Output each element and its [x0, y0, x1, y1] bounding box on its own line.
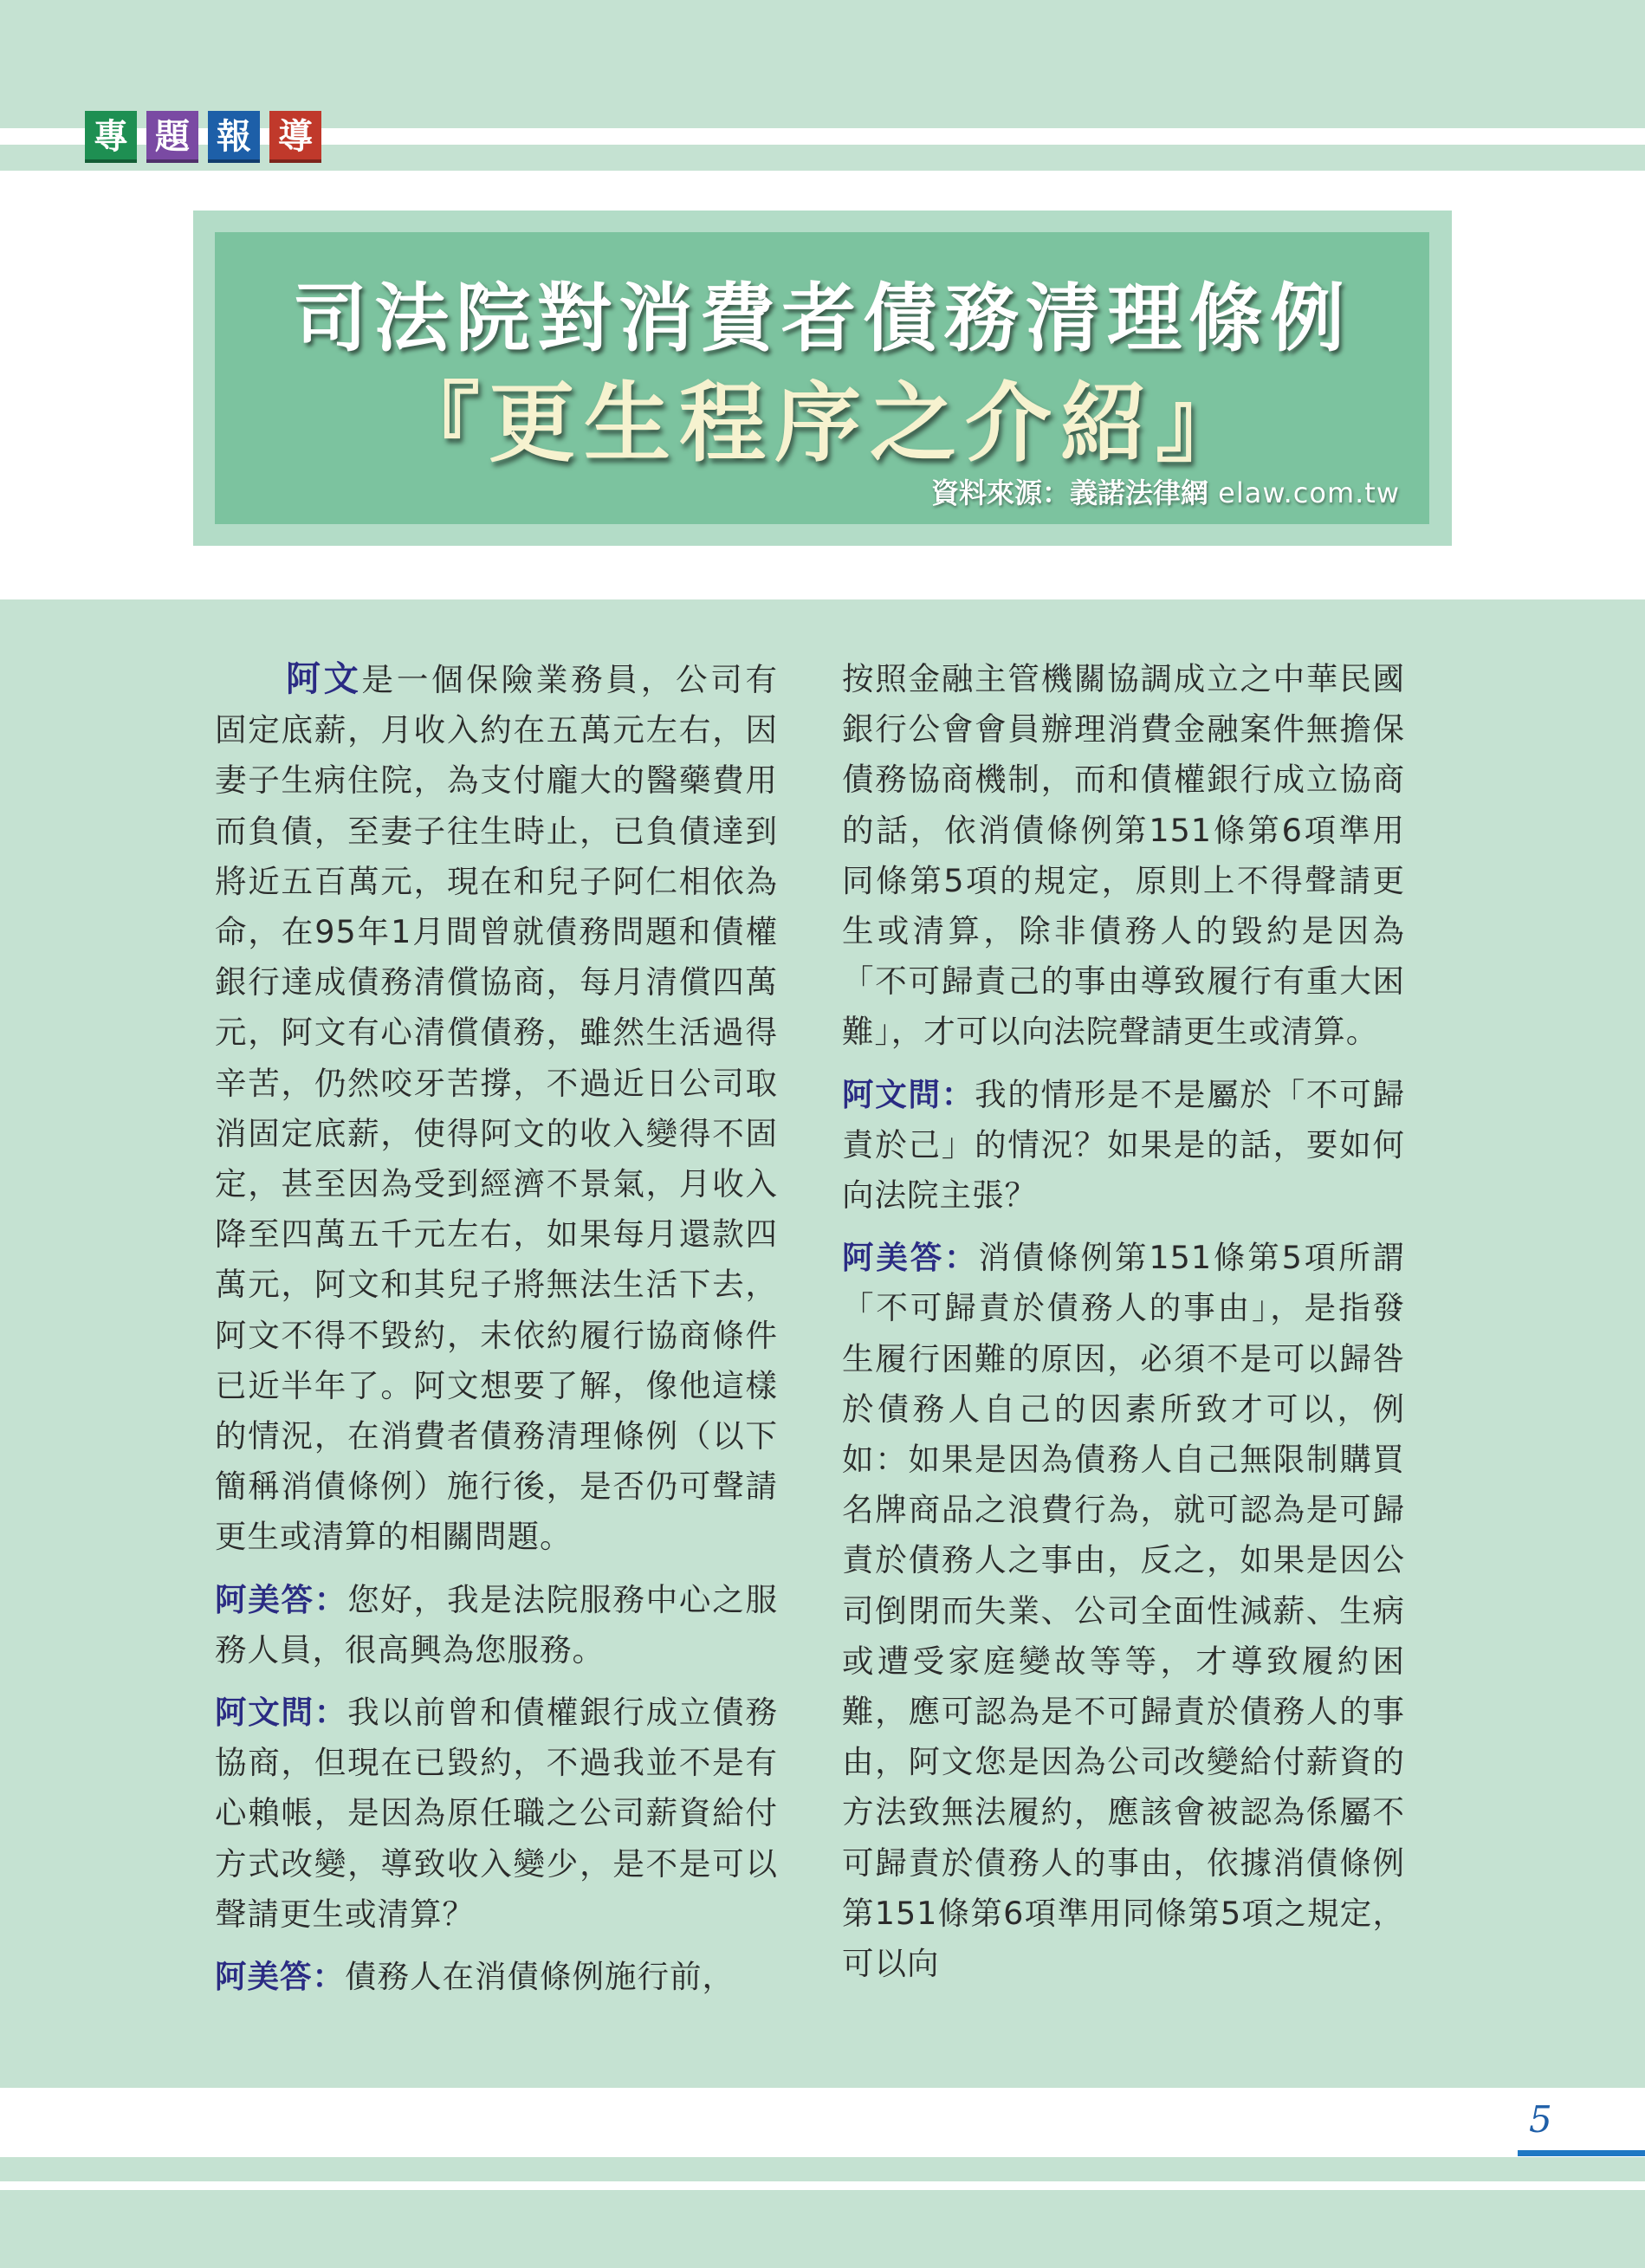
qa-label: 阿文問： — [842, 1075, 975, 1113]
qa-question-1 — [215, 1688, 778, 1940]
intro-name: 阿文 — [286, 659, 362, 699]
qa-text: 我以前曾和債權銀行成立債務協商，但現在已毀約，不過我並不是有心賴帳，是因為原任職之公司薪資給付方式改變，導致收入變少，是不是可以聲請更生或清算？ — [215, 1694, 778, 1933]
qa-label: 阿文問： — [215, 1694, 348, 1732]
qa-question-2 — [842, 1070, 1405, 1221]
qa-answer-2 — [842, 1233, 1405, 1989]
footer-stripe-white — [0, 2181, 1645, 2190]
section-tag-char-3: 報 — [208, 111, 260, 163]
footer-band — [0, 2190, 1645, 2268]
page-number: 5 — [1529, 2098, 1552, 2141]
section-tag — [85, 111, 321, 163]
qa-text: 債務人在消債條例施行前， — [345, 1958, 735, 1996]
page-number-rule — [1518, 2150, 1645, 2156]
qa-text: 您好，我是法院服務中心之服務人員，很高興為您服務。 — [215, 1580, 778, 1669]
section-tag-char-1: 專 — [85, 111, 137, 163]
left-column — [215, 654, 778, 2014]
right-column — [842, 654, 1405, 2001]
qa-label: 阿美答： — [215, 1580, 348, 1618]
qa-label: 阿美答： — [215, 1958, 345, 1996]
qa-label: 阿美答： — [842, 1239, 979, 1277]
source-site: elaw.com.tw — [1218, 476, 1400, 509]
title-panel — [215, 232, 1429, 524]
qa-answer-greeting — [215, 1575, 778, 1675]
qa-text: 我的情形是不是屬於「不可歸責於己」的情況？如果是的話，要如何向法院主張？ — [842, 1075, 1405, 1215]
footer-white — [0, 2088, 1645, 2157]
intro-text: 是一個保險業務員，公司有固定底薪，月收入約在五萬元左右，因妻子生病住院，為支付龐大的醫藥費用而負債，至妻子往生時止，已負債達到將近五百萬元，現在和兒子阿仁相依為命，在95年1月間曾就債務問題和債權銀行達成債務清償協商，每月清償四萬元，阿文有心清償債務，雖然生活過得辛苦，仍然咬牙苦撐，不過近日公司取消固定底薪，使得阿文的收入變得不固定，甚至因為受到經濟不景氣，月收入降至四萬五千元左右，如果每月還款四萬元，阿文和其兒子將無法生活下去，阿文不得不毀約，未依約履行協商條件已近半年了。阿文想要了解，像他這樣的情況，在消費者債務清理條例（以下簡稱消債條例）施行後，是否仍可聲請更生或清算的相關問題。 — [215, 661, 779, 1556]
source-label: 資料來源：義諾法律網 — [931, 476, 1209, 509]
qa-text: 消債條例第151條第5項所謂「不可歸責於債務人的事由」，是指發生履行困難的原因，必須不是可以歸咎於債務人自己的因素所致才可以，例如：如果是因為債務人自己無限制購買名牌商品之浪費行為，就可認為是可歸責於債務人之事由，反之，如果是因公司倒閉而失業、公司全面性減薪、生病或遭受家庭變故等等，才導致履約困難，應可認為是不可歸責於債務人的事由，阿文您是因為公司改變給付薪資的方法致無法履約，應該會被認為係屬不可歸責於債務人的事由，依據消債條例第151條第6項準用同條第5項之規定，可以向 — [842, 1239, 1406, 1983]
section-tag-char-4: 導 — [269, 111, 321, 163]
section-tag-char-2: 題 — [146, 111, 198, 163]
intro-paragraph — [215, 654, 778, 1563]
article-title: 司法院對消費者債務清理條例 — [293, 275, 1351, 362]
qa-answer-1 — [215, 1952, 778, 2002]
source-credit — [931, 471, 1400, 511]
footer-stripe-green — [0, 2157, 1645, 2181]
answer-continuation: 按照金融主管機關協調成立之中華民國銀行公會會員辦理消費金融案件無擔保債務協商機制，而和債權銀行成立協商的話，依消債條例第151條第6項準用同條第5項的規定，原則上不得聲請更生或清算，除非債務人的毀約是因為「不可歸責己的事由導致履行有重大困難」，才可以向法院聲請更生或清算。 — [842, 660, 1405, 1051]
article-subtitle: 『更生程序之介紹』 — [393, 373, 1251, 474]
top-band — [0, 0, 1645, 128]
